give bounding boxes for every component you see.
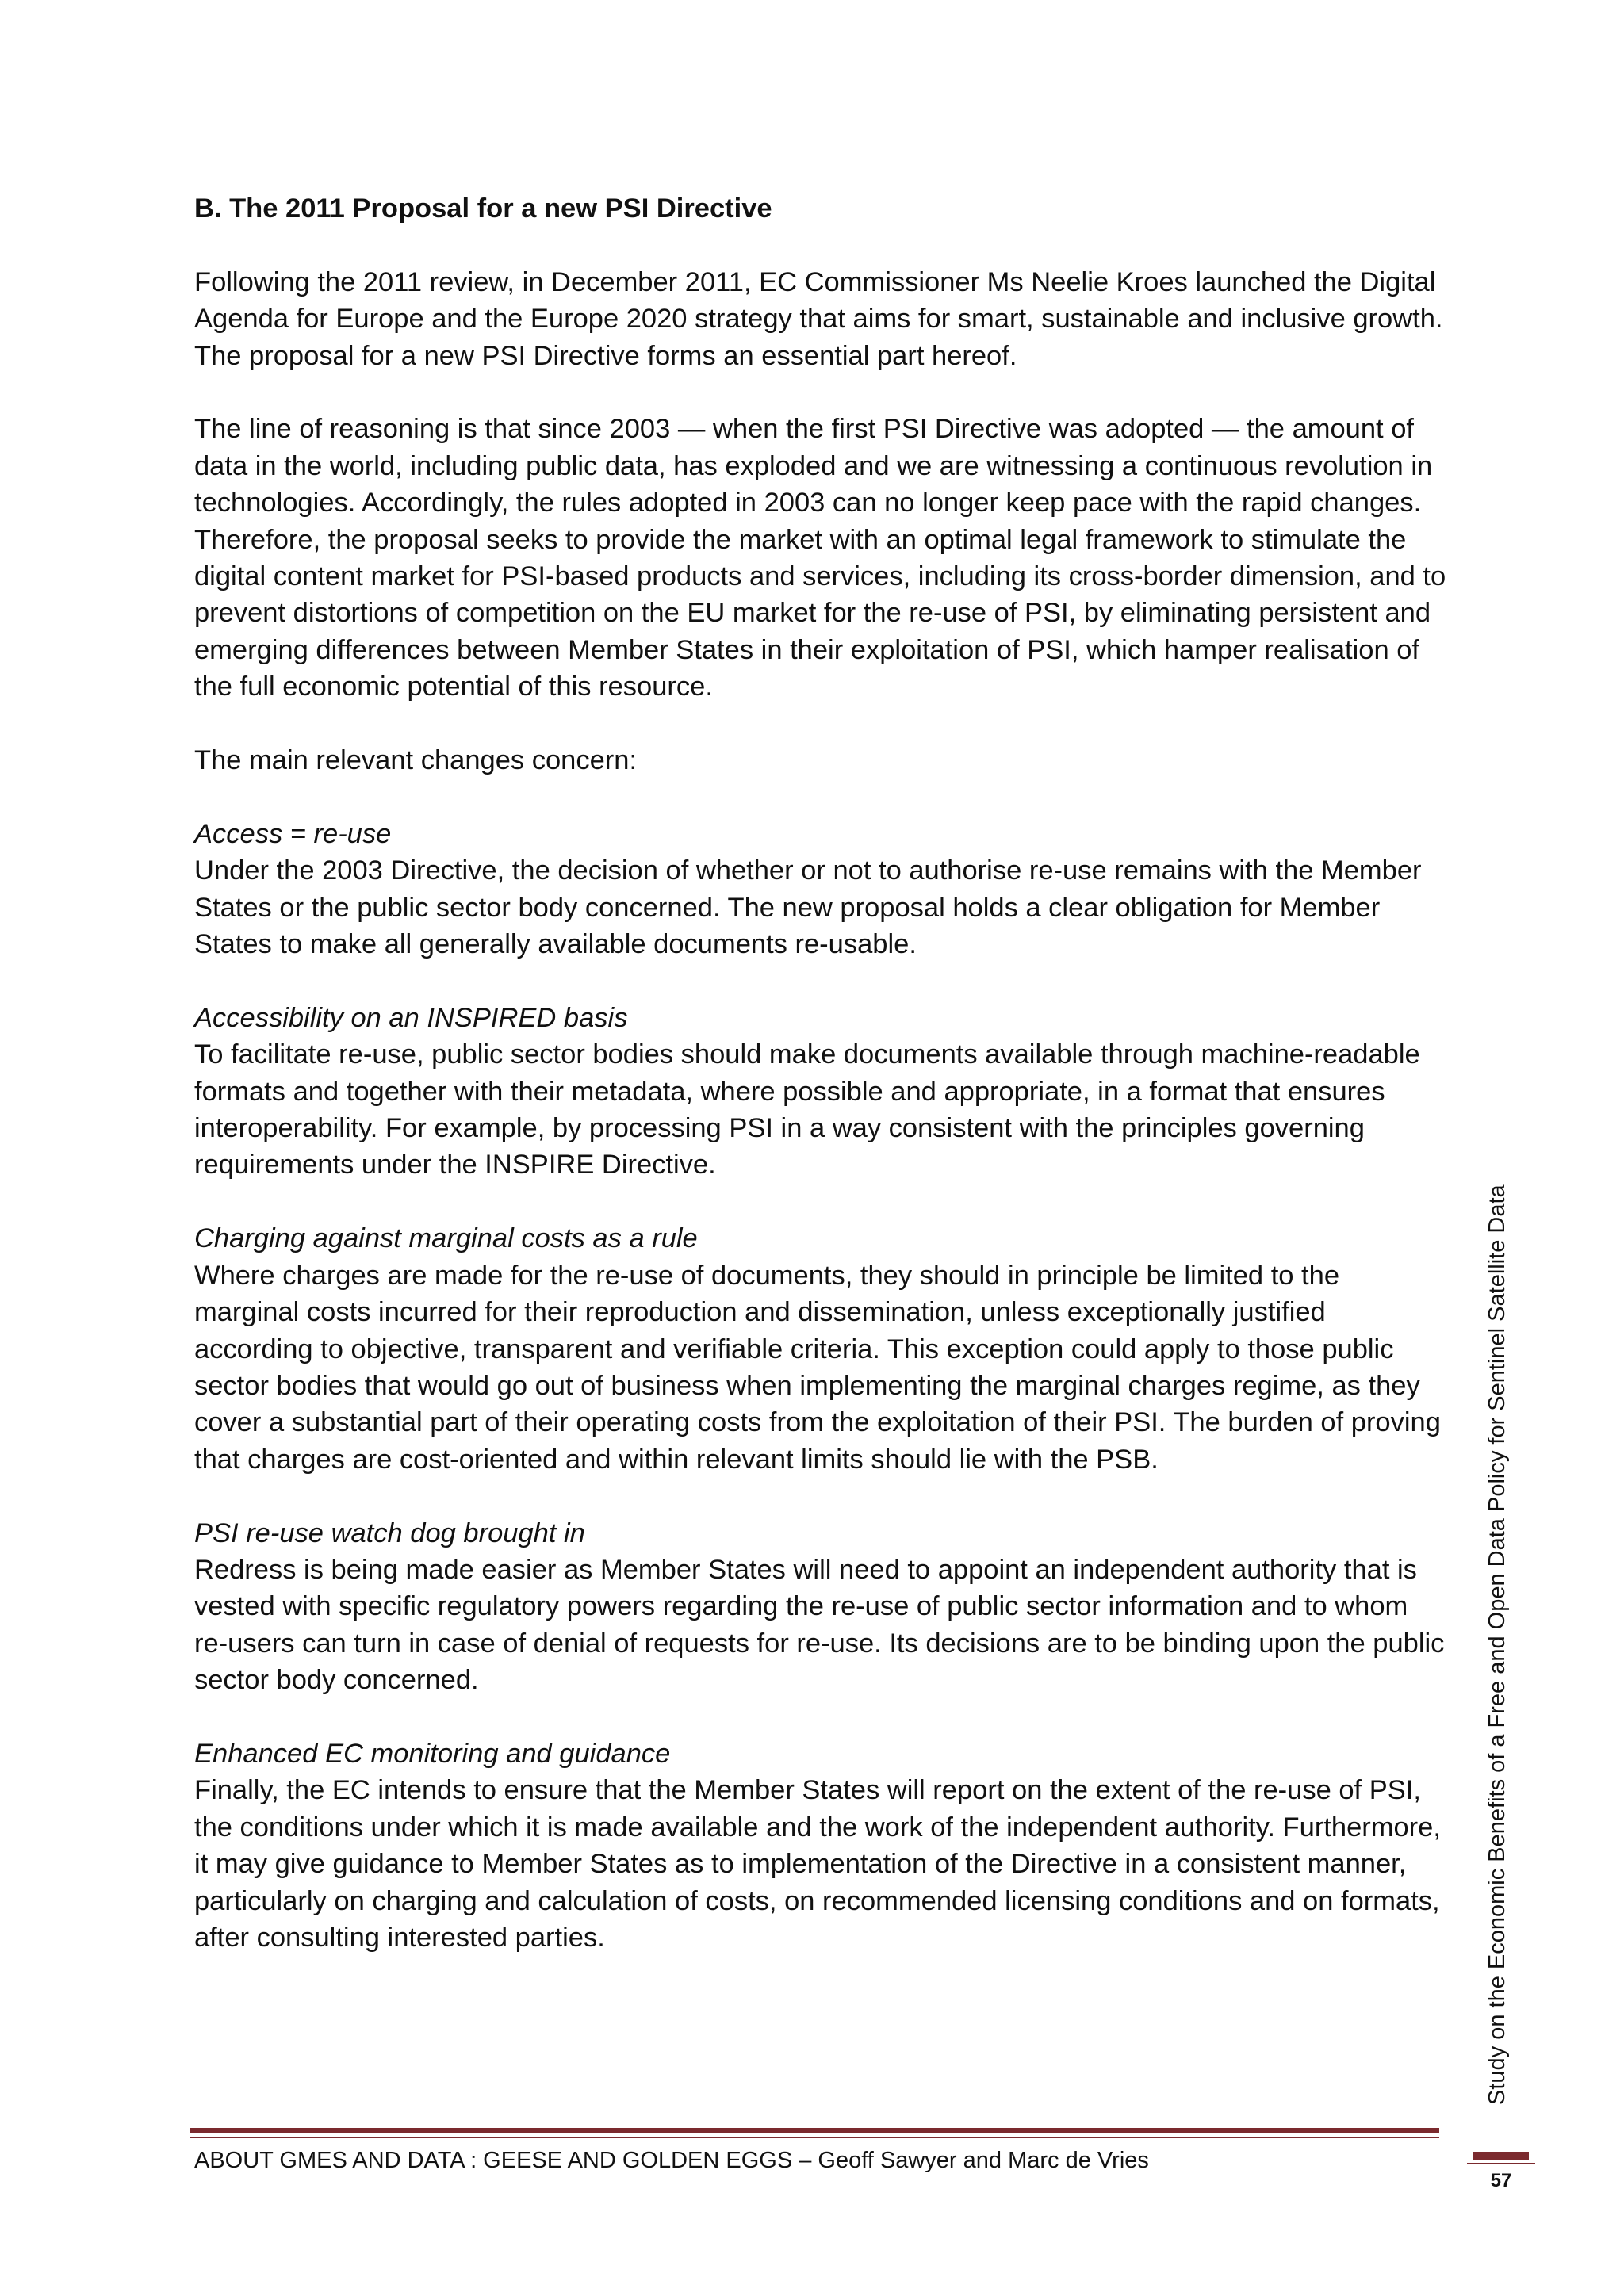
change-title-watchdog: PSI re-use watch dog brought in <box>194 1517 585 1548</box>
change-text-monitoring: Finally, the EC intends to ensure that the Member States will report on the extent of the re-use of PSI, the conditions under which it is made available and the work of the independent authority. Furthermore, it may give guidance to Member States as to implementation of the Directive in a consistent manner, particularly on charging and calculation of costs, on recommended licensing conditions and on formats, after consulting interested parties. <box>194 1775 1441 1953</box>
paragraph-intro-2: The line of reasoning is that since 2003 — when the first PSI Directive was adopted — the amount of data in the world, including public data, has exploded and we are witnessing a continuous revolution in technologies. Accordingly, the rules adopted in 2003 can no longer keep pace with the rapid changes. Therefore, the proposal seeks to provide the market with an optimal legal framework to stimulate the digital content market for PSI-based products and services, including its cross-border dimension, and to prevent distortions of competition on the EU market for the re-use of PSI, by eliminating persistent and emerging differences between Member States in their exploitation of PSI, which hamper realisation of the full economic potential of this resource. <box>194 414 1446 702</box>
page-number-rule-thick <box>1473 2152 1529 2160</box>
change-title-accessibility: Accessibility on an INSPIRED basis <box>194 1002 628 1033</box>
change-title-monitoring: Enhanced EC monitoring and guidance <box>194 1738 671 1769</box>
change-title-access: Access = re-use <box>194 818 392 849</box>
change-text-accessibility: To facilitate re-use, public sector bodies should make documents available through machine-readable formats and together with their metadata, where possible and appropriate, in a format that ensures interoperability. For example, by processing PSI in a way consistent with the principles governing requirements under the INSPIRE Directive. <box>194 1039 1420 1181</box>
main-content <box>194 190 1447 1956</box>
change-text-charging: Where charges are made for the re-use of documents, they should in principle be limited to the marginal costs incurred for their reproduction and dissemination, unless exceptionally justified according to objective, transparent and verifiable criteria. This exception could apply to those public sector bodies that would go out of business when implementing the marginal charges regime, as they cover a substantial part of their operating costs from the exploitation of their PSI. The burden of proving that charges are cost-oriented and within relevant limits should lie with the PSB. <box>194 1260 1441 1475</box>
change-title-charging: Charging against marginal costs as a rule <box>194 1223 698 1254</box>
footer-rule-thin <box>190 2137 1439 2138</box>
change-text-watchdog: Redress is being made easier as Member States will need to appoint an independent authority that is vested with specific regulatory powers regarding the re-use of public sector information and to whom re-users can turn in case of denial of requests for re-use. Its decisions are to be binding upon the public sector body concerned. <box>194 1554 1445 1696</box>
paragraph-intro-1: Following the 2011 review, in December 2011, EC Commissioner Ms Neelie Kroes launched the Digital Agenda for Europe and the Europe 2020 strategy that aims for smart, sustainable and inclusive growth. The proposal for a new PSI Directive forms an essential part hereof. <box>194 266 1443 371</box>
footer-rule-thick <box>190 2128 1439 2133</box>
section-heading: B. The 2011 Proposal for a new PSI Directive <box>194 193 772 224</box>
paragraph-intro-3: The main relevant changes concern: <box>194 745 638 776</box>
change-text-access: Under the 2003 Directive, the decision of whether or not to authorise re-use remains with the Member States or the public sector body concerned. The new proposal holds a clear obligation for Member States to make all generally available documents re-usable. <box>194 855 1422 960</box>
footer-text: ABOUT GMES AND DATA : GEESE AND GOLDEN EGGS – Geoff Sawyer and Marc de Vries <box>194 2148 1149 2173</box>
page-number-rule-thin <box>1467 2163 1535 2164</box>
page-number: 57 <box>1490 2170 1512 2191</box>
side-running-title: Study on the Economic Benefits of a Free and Open Data Policy for Sentinel Satellite Data <box>1484 1184 1510 2105</box>
